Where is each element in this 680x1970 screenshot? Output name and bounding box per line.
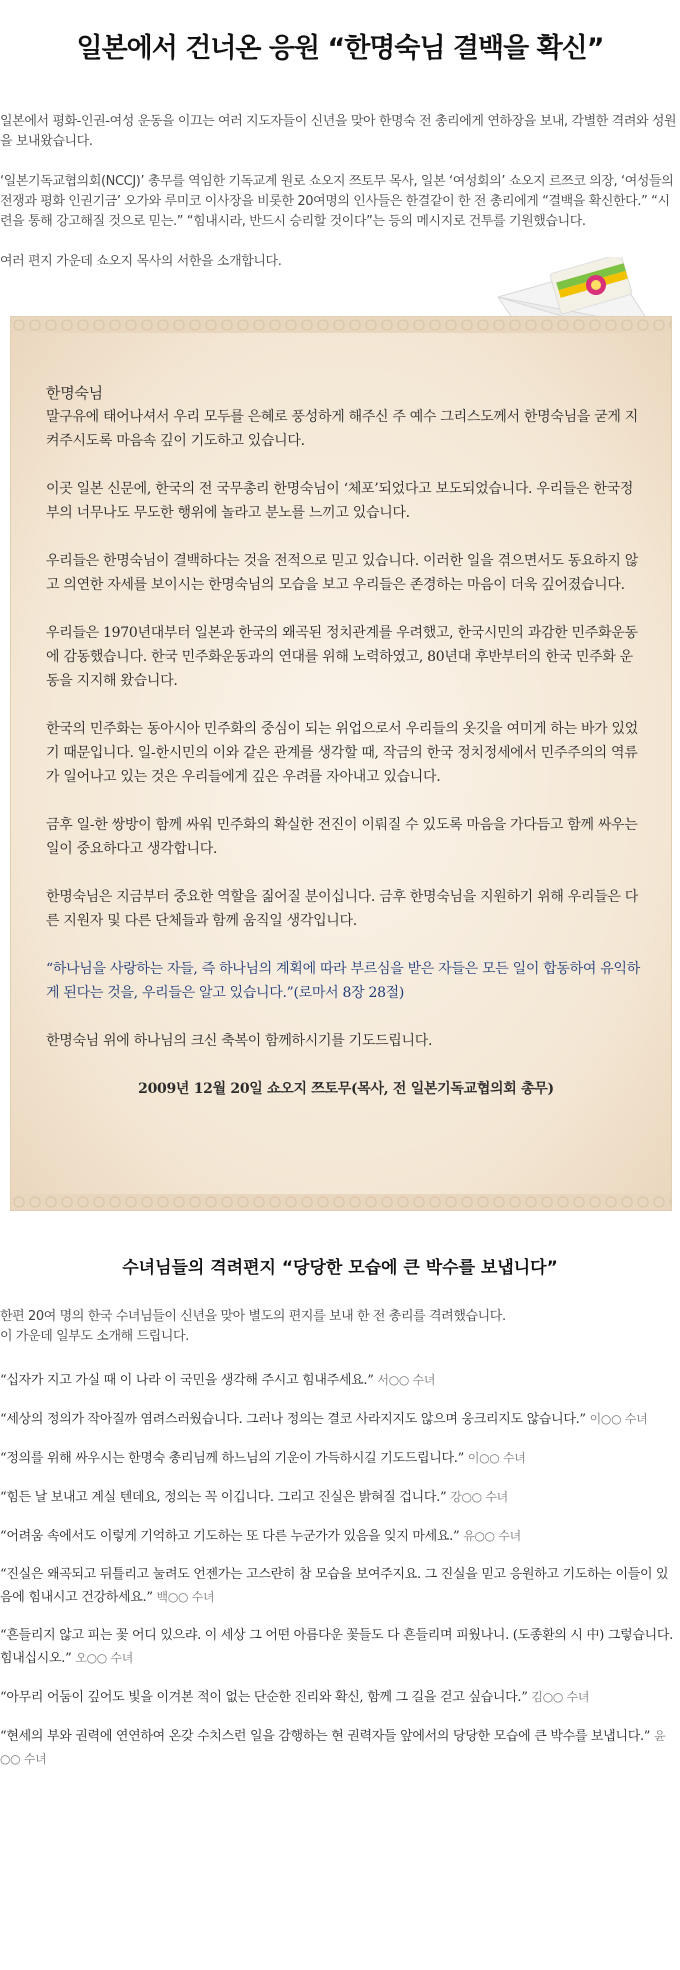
list-item <box>0 1725 680 1771</box>
list-item <box>0 1369 680 1392</box>
note-text: “흔들리지 않고 피는 꽃 어디 있으랴. 이 세상 그 어떤 아름다운 꽃들도 다 흔들리며 피웠나니. (도종환의 시 中) 그렇습니다. 힘내십시오.” <box>0 1628 673 1666</box>
note-text: “현세의 부와 권력에 연연하여 온갖 수치스런 일을 감행하는 현 권력자들 앞에서의 당당한 모습에 큰 박수를 보냅니다.” <box>0 1729 651 1744</box>
note-author: 이○○ 수녀 <box>589 1412 648 1426</box>
letter-greeting: 한명숙님 <box>46 384 103 402</box>
note-author: 백○○ 수녀 <box>156 1590 215 1604</box>
notes-list <box>0 1369 680 1771</box>
note-author: 윤○○ 수녀 <box>0 1729 666 1766</box>
letter-border-top <box>11 317 671 333</box>
note-author: 김○○ 수녀 <box>531 1690 590 1704</box>
list-item <box>0 1447 680 1470</box>
section-title: 수녀님들의 격려편지 “당당한 모습에 큰 박수를 보냅니다” <box>122 1258 558 1278</box>
letter-border-bottom <box>11 1194 671 1210</box>
list-item <box>0 1686 680 1709</box>
note-author: 유○○ 수녀 <box>463 1529 521 1543</box>
note-text: “힘든 날 보내고 계실 텐데요, 정의는 꼭 이깁니다. 그리고 진실은 밝혀질 겁니다.” <box>0 1490 447 1505</box>
intro-paragraph-3: 여러 편지 가운데 쇼오지 목사의 서한을 소개합니다. <box>0 254 282 269</box>
note-author: 강○○ 수녀 <box>450 1490 508 1504</box>
list-item <box>0 1525 680 1548</box>
letter-closing: 한명숙님 위에 하나님의 크신 축복이 함께하시기를 기도드립니다. <box>46 1033 433 1049</box>
letter-signature: 2009년 12월 20일 쇼오지 쯔토무(목사, 전 일본기독교협의회 총무) <box>138 1081 554 1097</box>
note-text: “아무리 어둠이 깊어도 빛을 이겨본 적이 없는 단순한 진리와 확신, 함께 그 길을 걷고 싶습니다.” <box>0 1690 528 1705</box>
list-item <box>0 1625 680 1670</box>
letter-paragraph: 한명숙님은 지금부터 중요한 역할을 짊어질 분이십니다. 금후 한명숙님을 지원하기 위해 우리들은 다른 지원자 및 다른 단체들과 함께 움직일 생각입니다. <box>46 889 638 929</box>
letter-card <box>10 316 672 1211</box>
note-text: “진실은 왜곡되고 뒤틀리고 눌려도 언젠가는 고스란히 참 모습을 보여주지요. 그 진실을 믿고 응원하고 기도하는 이들이 있음에 힘내시고 건강하세요.” <box>0 1567 669 1605</box>
intro-section <box>0 80 680 272</box>
note-author: 이○○ 수녀 <box>467 1451 526 1465</box>
letter-body <box>46 381 646 1125</box>
section-intro-line: 이 가운데 일부도 소개해 드립니다. <box>0 1329 189 1344</box>
note-text: “십자가 지고 가실 때 이 나라 이 국민을 생각해 주시고 힘내주세요.” <box>0 1373 374 1388</box>
intro-paragraph-1: 일본에서 평화-인권-여성 운동을 이끄는 여러 지도자들이 신년을 맞아 한명숙 전 총리에게 연하장을 보내, 각별한 격려와 성원을 보내왔습니다. <box>0 114 677 149</box>
note-author: 오○○ 수녀 <box>75 1651 134 1665</box>
letter-paragraph: 우리들은 1970년대부터 일본과 한국의 왜곡된 정치관계를 우려했고, 한국시민의 과감한 민주화운동에 감동했습니다. 한국 민주화운동과의 연대를 위해 노력하였고, 80년대 후반부터의 한국 민주화 운동을 지지해 왔습니다. <box>46 625 638 689</box>
letter-paragraph: 한국의 민주화는 동아시아 민주화의 중심이 되는 위업으로서 우리들의 옷깃을 여미게 하는 바가 있었기 때문입니다. 일-한시민의 이와 같은 관계를 생각할 때, 작금의 한국 정치정세에서 민주주의의 역류가 일어나고 있는 것은 우리들에게 깊은 우려를 자아내고 있습니다. <box>46 721 638 785</box>
page-title: 일본에서 건너온 응원 “한명숙님 결백을 확신” <box>76 33 604 64</box>
note-author: 서○○ 수녀 <box>377 1373 436 1387</box>
list-item <box>0 1486 680 1509</box>
intro-paragraph-2: ‘일본기독교협의회(NCCJ)’ 총무를 역임한 기독교계 원로 쇼오지 쯔토무 목사, 일본 ‘여성회의’ 쇼오지 르쯔코 의장, ‘여성들의 전쟁과 평화 인권기금’ 오가와 루미코 이사장을 비롯한 20여명의 인사들은 한결같이 한 전 총리에게 “결백을 확신한다.” “시련을 통해 강고해질 것으로 믿는.” “힘내시라, 반드시 승리할 것이다”는 등의 메시지로 건투를 기원했습니다. <box>0 174 674 229</box>
letter-scripture-quote: “하나님을 사랑하는 자들, 즉 하나님의 계획에 따라 부르심을 받은 자들은 모든 일이 합동하여 유익하게 된다는 것을, 우리들은 알고 있습니다.”(로마서 8장 28절) <box>46 961 640 1001</box>
list-item <box>0 1408 680 1431</box>
note-text: “정의를 위해 싸우시는 한명숙 총리님께 하느님의 기운이 가득하시길 기도드립니다.” <box>0 1451 464 1466</box>
letter-paragraph: 우리들은 한명숙님이 결백하다는 것을 전적으로 믿고 있습니다. 이러한 일을 겪으면서도 동요하지 않고 의연한 자세를 보이시는 한명숙님의 모습을 보고 우리들은 존경하는 마음이 더욱 깊어졌습니다. <box>46 553 638 593</box>
letter-paragraph: 금후 일-한 쌍방이 함께 싸워 민주화의 확실한 전진이 이뤄질 수 있도록 마음을 가다듬고 함께 싸우는 일이 중요하다고 생각합니다. <box>46 817 638 857</box>
section-intro <box>0 1307 680 1347</box>
list-item <box>0 1564 680 1609</box>
section-intro-line: 한편 20여 명의 한국 수녀님들이 신년을 맞아 별도의 편지를 보내 한 전 총리를 격려했습니다. <box>0 1309 506 1324</box>
letter-paragraph: 이곳 일본 신문에, 한국의 전 국무총리 한명숙님이 ‘체포’되었다고 보도되었습니다. 우리들은 한국정부의 너무나도 무도한 행위에 놀라고 분노를 느끼고 있습니다. <box>46 481 634 521</box>
letter-paragraph: 말구유에 태어나셔서 우리 모두를 은혜로 풍성하게 해주신 주 예수 그리스도께서 한명숙님을 굳게 지켜주시도록 마음속 깊이 기도하고 있습니다. <box>46 409 638 449</box>
note-text: “세상의 정의가 작아질까 염려스러웠습니다. 그러나 정의는 결코 사라지지도 않으며 웅크리지도 않습니다.” <box>0 1412 586 1427</box>
note-text: “어려움 속에서도 이렇게 기억하고 기도하는 또 다른 누군가가 있음을 잊지 마세요.” <box>0 1529 460 1544</box>
